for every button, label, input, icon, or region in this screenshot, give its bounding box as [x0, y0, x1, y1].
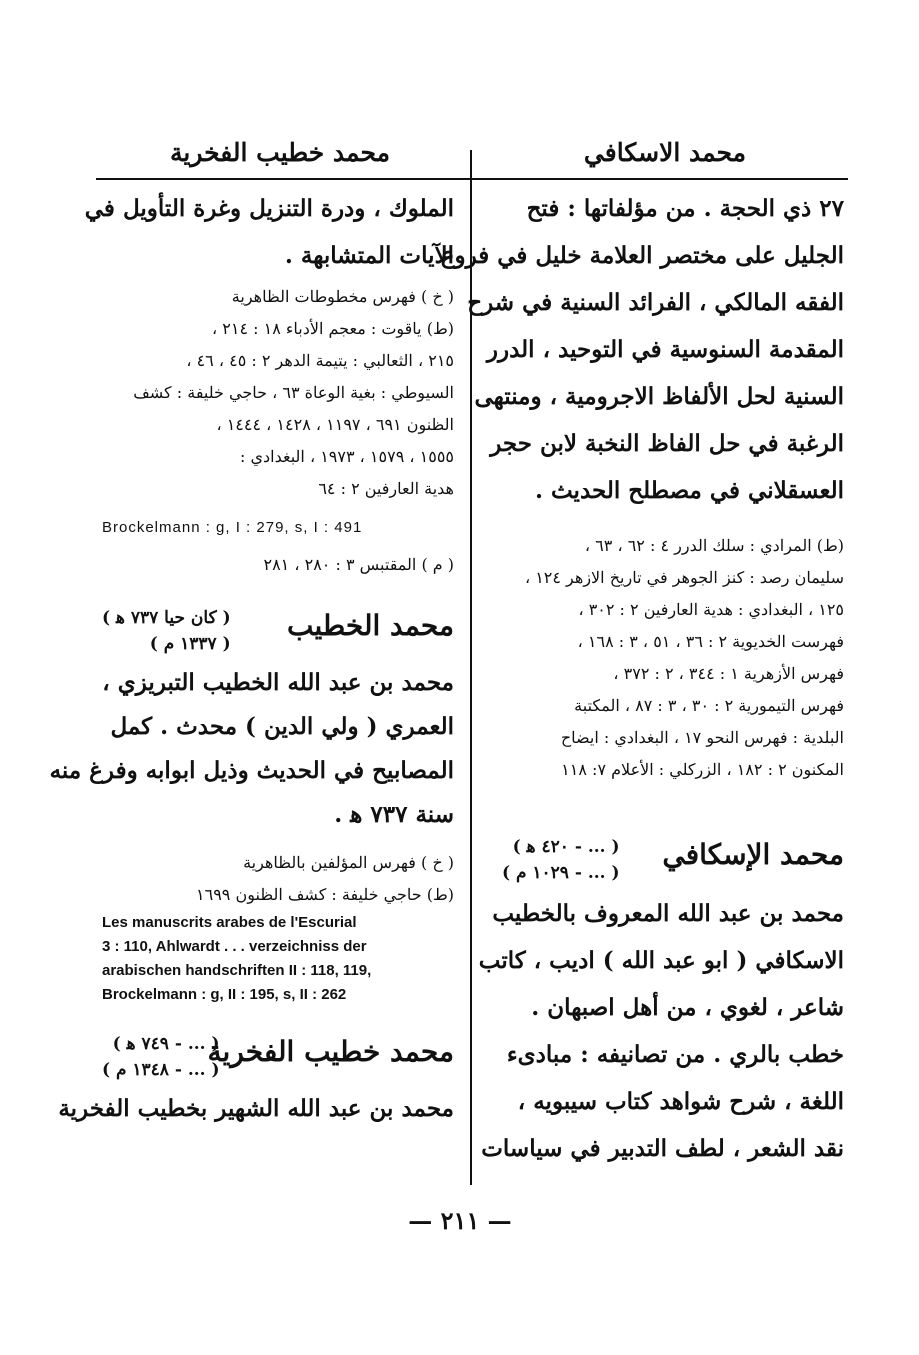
latin-reference: Brockelmann : g, II : 195, s, II : 262 — [102, 986, 347, 1003]
header-right: محمد الاسكافي — [583, 138, 747, 167]
entry-name: محمد خطيب الفخرية — [207, 1035, 454, 1068]
reference-line: فهرست الخديوية ٢ : ٣٦ ، ٥١ ، ٣ : ١٦٨ ، — [577, 632, 844, 651]
body-line: السنية لحل الألفاظ الاجرومية ، ومنتهى — [474, 383, 844, 410]
body-line: محمد بن عبد الله الشهير بخطيب الفخرية — [58, 1095, 454, 1122]
left-column — [49, 185, 454, 1131]
date-gregorian: ( ... - ١٠٢٩ م ) — [502, 863, 620, 883]
body-line: محمد بن عبد الله الخطيب التبريزي ، — [102, 669, 454, 696]
reference-line: البلدية : فهرس النحو ١٧ ، البغدادي : ايضاح — [560, 728, 844, 747]
reference-line: ( خ ) فهرس مخطوطات الظاهرية — [231, 287, 454, 306]
reference-line: فهرس الأزهرية ١ : ٣٤٤ ، ٢ : ٣٧٢ ، — [613, 664, 844, 683]
reference-line: الظنون ٦٩١ ، ١١٩٧ ، ١٤٢٨ ، ١٤٤٤ ، — [216, 415, 454, 434]
reference-line: سليمان رصد : كنز الجوهر في تاريخ الازهر ١٢٤ ، — [524, 568, 844, 587]
body-line: المصابيح في الحديث وذيل ابوابه وفرغ منه — [49, 757, 454, 784]
reference-line: فهرس التيمورية ٢ : ٣٠ ، ٣ : ٨٧ ، المكتبة — [574, 696, 844, 715]
body-line: العسقلاني في مصطلح الحديث . — [534, 477, 844, 504]
reference-line: (ط) المرادي : سلك الدرر ٤ : ٦٢ ، ٦٣ ، — [584, 536, 844, 555]
entry-heading — [102, 605, 454, 661]
body-line: خطب بالري . من تصانيفه : مبادىء — [506, 1041, 844, 1068]
body-line: اللغة ، شرح شواهد كتاب سيبويه ، — [517, 1088, 844, 1115]
body-line: الفقه المالكي ، الفرائد السنية في شرح — [467, 289, 844, 316]
body-line: الملوك ، ودرة التنزيل وغرة التأويل في — [84, 195, 454, 222]
reference-line: (ط) ياقوت : معجم الأدباء ١٨ : ٢١٤ ، — [212, 319, 454, 338]
reference-line: ( خ ) فهرس المؤلفين بالظاهرية — [243, 853, 454, 872]
reference-line: ( م ) المقتبس ٣ : ٢٨٠ ، ٢٨١ — [263, 555, 454, 574]
entry-dates — [102, 605, 231, 657]
body-line: ٢٧ ذي الحجة . من مؤلفاتها : فتح — [526, 195, 844, 222]
body-line: الاسكافي ( ابو عبد الله ) اديب ، كاتب — [478, 947, 844, 974]
entry-heading — [482, 834, 844, 890]
date-gregorian: ( ١٣٣٧ م ) — [149, 634, 231, 654]
entry-heading — [102, 1031, 454, 1087]
date-hijri: ( كان حيا ٧٣٧ ﻫ ) — [102, 608, 231, 628]
body-line: الآيات المتشابهة . — [284, 242, 454, 269]
page-number: — ٢١١ — — [408, 1206, 512, 1235]
header-rule — [96, 178, 848, 180]
body-line: محمد بن عبد الله المعروف بالخطيب — [492, 900, 844, 927]
entry-dates — [502, 834, 620, 886]
entry-dates — [102, 1031, 220, 1083]
reference-line: (ط) حاجي خليفة : كشف الظنون ١٦٩٩ — [196, 885, 454, 904]
body-line: شاعر ، لغوي ، من أهل اصبهان . — [531, 994, 844, 1021]
reference-line: المكنون ٢ : ١٨٢ ، الزركلي : الأعلام ٧: ١١٨ — [561, 760, 844, 779]
date-hijri: ( ... - ٧٤٩ ﻫ ) — [112, 1034, 220, 1054]
date-hijri: ( ... - ٤٢٠ ﻫ ) — [512, 837, 620, 857]
reference-line: ١٥٥٥ ، ١٥٧٩ ، ١٩٧٣ ، البغدادي : — [240, 447, 454, 466]
body-line: سنة ٧٣٧ ﻫ . — [334, 801, 454, 828]
date-gregorian: ( ... - ١٣٤٨ م ) — [102, 1060, 220, 1080]
header-left: محمد خطيب الفخرية — [169, 138, 391, 167]
body-line: العمري ( ولي الدين ) محدث . كمل — [110, 713, 454, 740]
latin-reference: arabischen handschriften II : 118, 119, — [102, 962, 372, 979]
latin-reference: Les manuscrits arabes de l'Escurial — [102, 914, 357, 931]
reference-line: ١٢٥ ، البغدادي : هدية العارفين ٢ : ٣٠٢ ، — [578, 600, 844, 619]
latin-reference: 3 : 110, Ahlwardt . . . verzeichniss der — [102, 938, 367, 955]
latin-reference: Brockelmann : g, I : 279, s, I : 491 — [102, 519, 363, 536]
reference-line: هدية العارفين ٢ : ٦٤ — [318, 479, 454, 498]
reference-line: السيوطي : بغية الوعاة ٦٣ ، حاجي خليفة : كشف — [133, 383, 454, 402]
right-column — [440, 185, 844, 1172]
reference-line: ٢١٥ ، الثعالبي : يتيمة الدهر ٢ : ٤٥ ، ٤٦ ، — [186, 351, 454, 370]
body-line: نقد الشعر ، لطف التدبير في سياسات — [481, 1135, 844, 1162]
entry-name: محمد الإسكافي — [662, 838, 844, 871]
body-line: الجليل على مختصر العلامة خليل في فروع — [440, 242, 844, 269]
body-line: الرغبة في حل الفاظ النخبة لابن حجر — [490, 430, 844, 457]
body-line: المقدمة السنوسية في التوحيد ، الدرر — [486, 336, 844, 363]
entry-name: محمد الخطيب — [286, 609, 454, 642]
